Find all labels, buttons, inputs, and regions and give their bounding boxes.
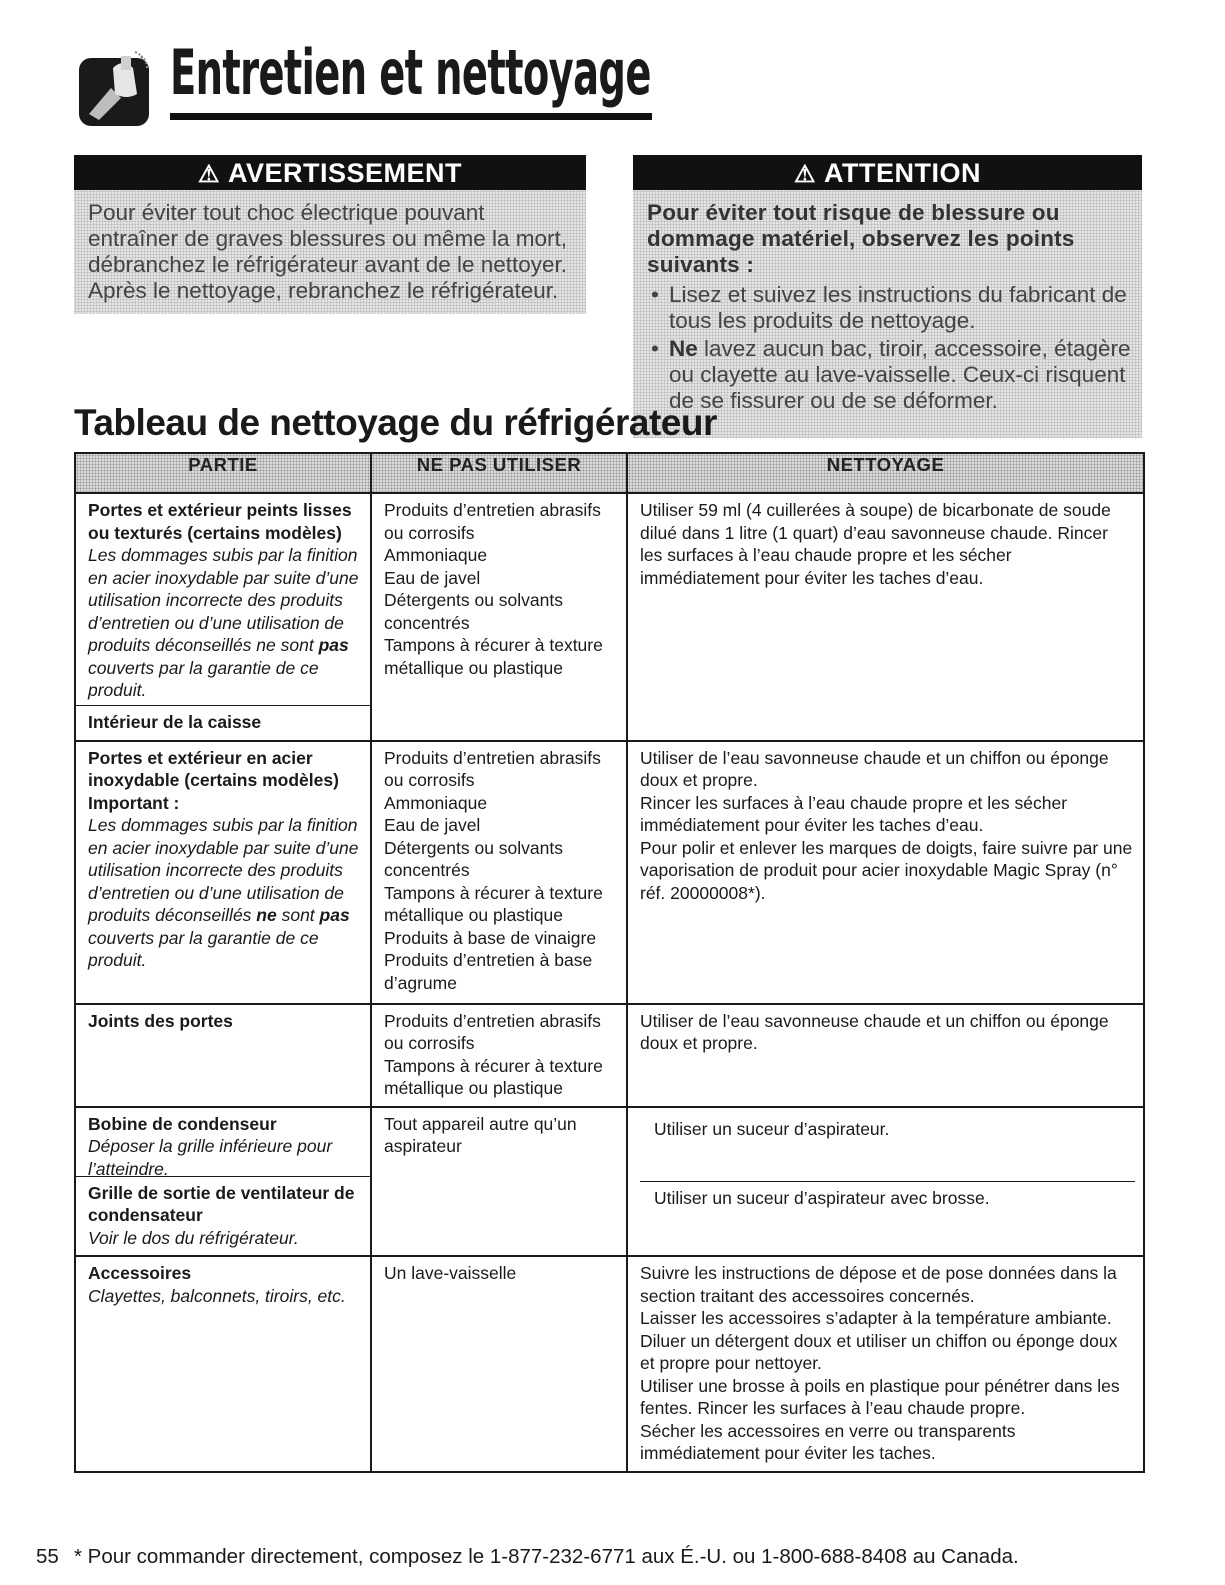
part-note: Déposer la grille inférieure pour l’atteindre. [88,1136,333,1179]
caution-box [633,155,1142,438]
avoid-item: Eau de javel [384,567,481,588]
section-title: Tableau de nettoyage du réfrigérateur [74,402,717,443]
table-row [75,741,1144,1004]
part-cell [75,1107,371,1257]
cleaning-instruction: Utiliser une brosse à poils en plastique pour pénétrer dans les fentes. Rincer les surfaces à l’eau chaude propre. [640,1375,1120,1418]
caution-header [633,155,1142,190]
avoid-item: Tampons à récurer à texture métallique ou plastique [384,1055,603,1098]
part-note: Clayettes, balconnets, tiroirs, etc. [88,1285,346,1306]
cleaning-tools-icon [77,48,159,130]
caution-item: • Ne lavez aucun bac, tiroir, accessoire, étagère ou clayette au lave-vaisselle. Ceux-ci risquent de se fissurer ou de se déformer. [651,336,1131,413]
avoid-item: Produits d’entretien abrasifs ou corrosifs [384,1010,601,1053]
avoid-cell [371,493,627,741]
cleaning-instruction: Diluer un détergent doux et utiliser un chiffon ou éponge doux et propre pour nettoyer. [640,1330,1118,1373]
avoid-item: Tout appareil autre qu’un aspirateur [384,1113,577,1156]
warning-header [74,155,586,190]
part-block [76,705,370,740]
part-title: Grille de sortie de ventilateur de condensateur [88,1182,355,1225]
cleaning-instruction: Utiliser un suceur d’aspirateur avec brosse. [640,1181,1135,1216]
part-title: Accessoires [88,1263,192,1283]
title-underline [170,113,652,120]
cleaning-instruction: Utiliser 59 ml (4 cuillerées à soupe) de bicarbonate de soude dilué dans 1 litre (1 quart) d’eau savonneuse chaude. Rincer les surfaces à l’eau chaude propre et les sécher immédiatement pour éviter les taches d’eau. [640,500,1111,588]
part-cell [75,1004,371,1107]
part-important: Important : [88,792,180,813]
cleaning-instruction: Utiliser un suceur d’aspirateur. [654,1118,890,1139]
part-title: Intérieur de la caisse [88,712,262,732]
caution-heading: ATTENTION [824,158,981,188]
cleaning-table [74,452,1145,1473]
avoid-item: Eau de javel [384,815,481,835]
column-header-cleaning: NETTOYAGE [627,453,1144,493]
avoid-cell [371,741,627,1004]
warning-triangle-icon: ⚠ [197,161,220,188]
column-header-avoid: NE PAS UTILISER [371,453,627,493]
caution-triangle-icon: ⚠ [794,161,817,188]
avoid-cell [371,1004,627,1107]
avoid-item: Détergents ou solvants concentrés [384,590,563,633]
avoid-item: Tampons à récurer à texture métallique ou plastique [384,882,603,925]
part-title: Portes et extérieur en acier inoxydable (certains modèles) [88,747,339,790]
avoid-item: Un lave-vaisselle [384,1263,517,1283]
bullet-icon: • [651,336,659,361]
part-block [76,494,370,705]
avoid-cell [371,1107,627,1257]
avoid-item: Produits à base de vinaigre [384,927,597,948]
cleaning-instruction: Laisser les accessoires s’adapter à la température ambiante. [640,1308,1112,1328]
table-row [75,493,1144,741]
caution-list [647,282,1132,414]
cleaning-cell [627,1256,1144,1472]
cleaning-instruction: Suivre les instructions de dépose et de pose données dans la section traitant des accessoires concernés. [640,1263,1117,1306]
cleaning-cell [627,741,1144,1004]
warning-heading: AVERTISSEMENT [227,158,463,188]
bullet-icon: • [651,282,659,307]
avoid-cell [371,1256,627,1472]
avoid-item: Détergents ou solvants concentrés [384,837,563,880]
cleaning-cell [627,1107,1144,1257]
cleaning-cell [627,493,1144,741]
caution-item: • Lisez et suivez les instructions du fabricant de tous les produits de nettoyage. [651,282,1127,333]
avoid-item: Ammoniaque [384,792,488,813]
part-block [76,1108,370,1179]
part-note: Les dommages subis par la finition en acier inoxydable par suite d’une utilisation incorrecte des produits d’entretien ou d’une utilisation de produits déconseillés ne sont pas couverts par la garantie de ce produit. [88,545,359,700]
cleaning-instruction: Utiliser de l’eau savonneuse chaude et un chiffon ou éponge doux et propre. [640,1010,1109,1053]
part-title: Portes et extérieur peints lisses ou texturés (certains modèles) [88,500,352,543]
cleaning-instruction: Pour polir et enlever les marques de doigts, faire suivre par une vaporisation de produit pour acier inoxydable Magic Spray (n° réf. 20000008*). [640,837,1133,903]
avoid-item: Ammoniaque [384,545,488,565]
avoid-item: Produits d’entretien abrasifs ou corrosifs [384,500,601,543]
part-cell [75,741,371,1004]
cleaning-instruction: Sécher les accessoires en verre ou transparents immédiatement pour éviter les taches. [640,1420,1016,1463]
part-note: Voir le dos du réfrigérateur. [88,1227,299,1248]
page-number: 55 [36,1545,59,1568]
part-block [76,1176,370,1256]
caution-body [633,190,1142,438]
part-title: Joints des portes [88,1010,233,1031]
table-row [75,1256,1144,1472]
cleaning-cell [627,1004,1144,1107]
table-row [75,1004,1144,1107]
footnote: * Pour commander directement, composez le 1-877-232-6771 aux É.-U. ou 1-800-688-8408 au Canada. [74,1545,1019,1568]
part-title: Bobine de condenseur [88,1113,277,1134]
avoid-item: Tampons à récurer à texture métallique ou plastique [384,635,603,678]
caution-lead: Pour éviter tout risque de blessure ou dommage matériel, observez les points suivants : [647,200,1075,277]
column-header-part: PARTIE [75,453,371,493]
warning-box [74,155,586,314]
avoid-item: Produits d’entretien à base d’agrume [384,950,593,993]
cleaning-instruction: Rincer les surfaces à l’eau chaude propre et les sécher immédiatement pour éviter les taches d’eau. [640,792,1068,835]
part-note: Les dommages subis par la finition en acier inoxydable par suite d’une utilisation incorrecte des produits d’entretien ou d’une utilisation de produits déconseillés ne sont pas couverts par la garantie de ce produit. [88,815,359,970]
avoid-item: Produits d’entretien abrasifs ou corrosifs [384,747,601,790]
cleaning-instruction: Utiliser de l’eau savonneuse chaude et un chiffon ou éponge doux et propre. [640,747,1109,790]
part-cell [75,493,371,741]
table-header-row [75,453,1144,493]
warning-text: Pour éviter tout choc électrique pouvant entraîner de graves blessures ou même la mort, débranchez le réfrigérateur avant de le nettoyer. Après le nettoyage, rebranchez le réfrigérateur. [74,190,586,314]
part-cell [75,1256,371,1472]
page-title: Entretien et nettoyage [170,36,651,109]
table-row [75,1107,1144,1257]
